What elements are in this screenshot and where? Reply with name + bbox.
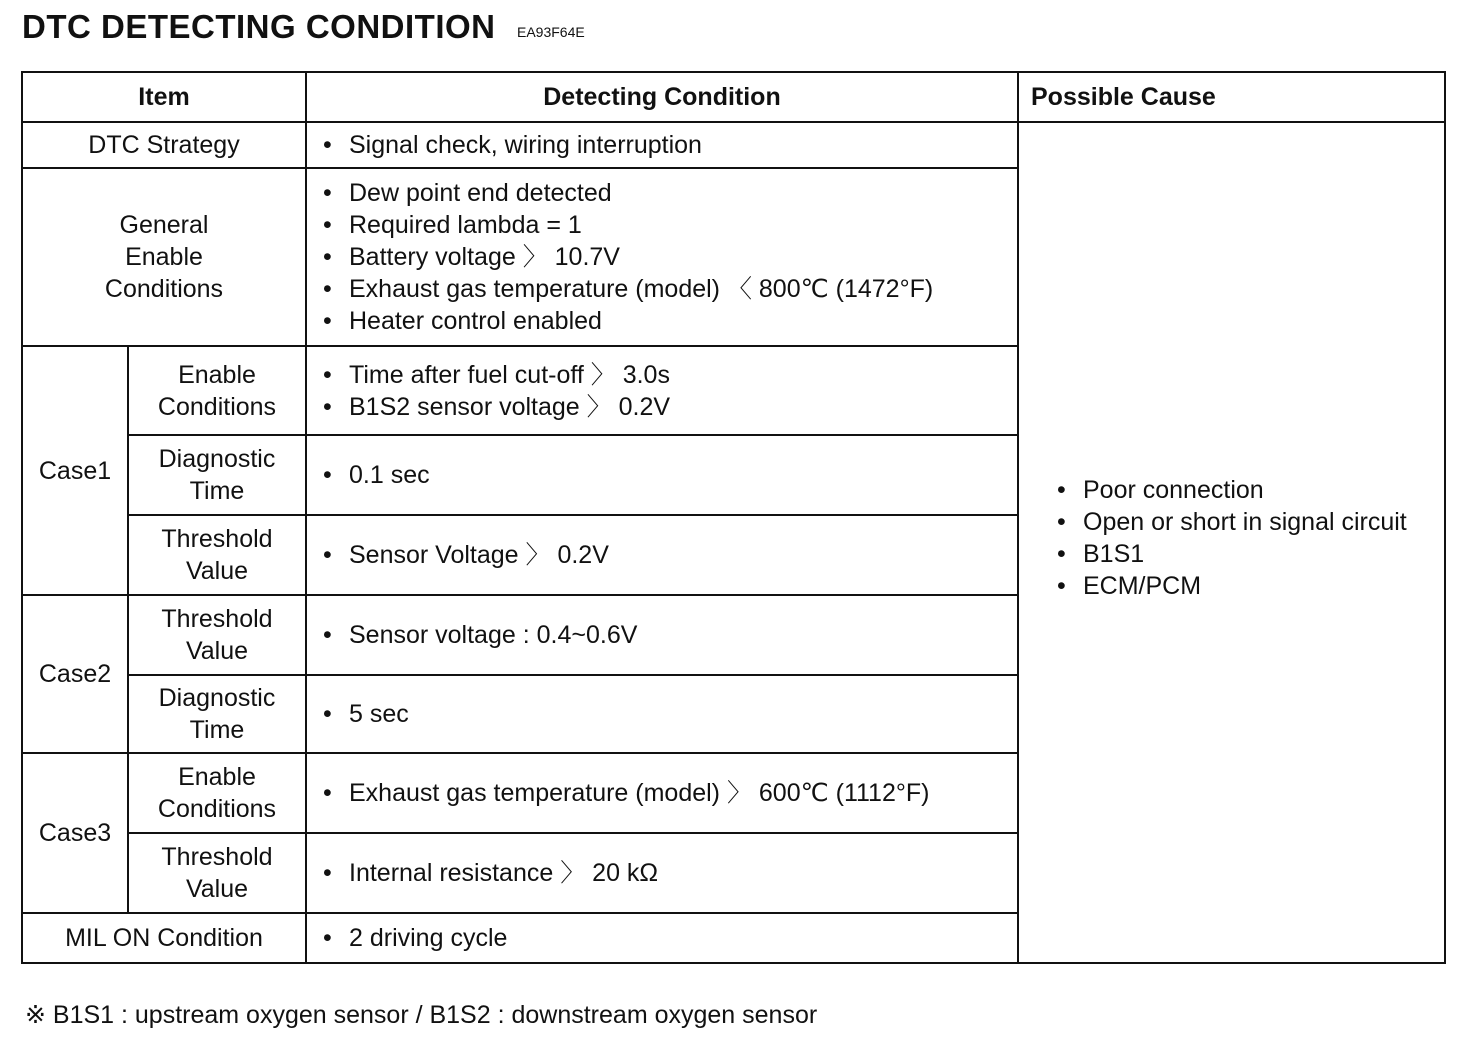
label-line: Threshold xyxy=(161,843,273,871)
label-line: Conditions xyxy=(157,795,277,823)
condition-item: • Internal resistance 〉 20 kΩ xyxy=(349,857,1017,889)
condition-cell xyxy=(306,346,1018,435)
condition-item: • 2 driving cycle xyxy=(349,922,1017,954)
condition-item: • Dew point end detected xyxy=(349,177,1017,209)
condition-cell xyxy=(306,753,1018,833)
label-line: Enable xyxy=(178,360,256,389)
label-line: Diagnostic xyxy=(158,684,276,712)
page-title: DTC DETECTING CONDITION xyxy=(22,8,496,45)
condition-cell xyxy=(306,675,1018,753)
label-line: Value xyxy=(185,557,249,585)
footnote: ※ B1S1 : upstream oxygen sensor / B1S2 : downstream oxygen sensor xyxy=(25,1001,818,1029)
cause-item: • B1S1 xyxy=(1083,538,1444,570)
label-line: Threshold xyxy=(161,525,273,553)
table-row-strategy xyxy=(22,122,1445,168)
col-condition-header: Detecting Condition xyxy=(306,72,1018,122)
case-label: Case1 xyxy=(22,346,128,595)
sub-item-label xyxy=(128,675,306,753)
sub-item-label xyxy=(128,515,306,595)
case-label: Case2 xyxy=(22,595,128,753)
condition-item: • Signal check, wiring interruption xyxy=(349,129,1017,161)
header-row xyxy=(22,72,1445,122)
possible-cause-cell xyxy=(1018,122,1445,963)
condition-item: • Exhaust gas temperature (model) 〈 800℃ (1472°F) xyxy=(349,273,1017,305)
condition-cell xyxy=(306,833,1018,913)
sub-item-label xyxy=(128,435,306,515)
condition-item: • Exhaust gas temperature (model) 〉 600℃ (1112°F) xyxy=(349,777,1017,809)
document-code: EA93F64E xyxy=(517,24,585,40)
label-line: Value xyxy=(185,637,249,665)
item-label: DTC Strategy xyxy=(22,122,306,168)
condition-cell xyxy=(306,122,1018,168)
label-line: Value xyxy=(185,875,249,903)
condition-item: • B1S2 sensor voltage 〉 0.2V xyxy=(349,391,1017,423)
label-line: Diagnostic xyxy=(158,445,276,473)
item-label: MIL ON Condition xyxy=(22,913,306,963)
condition-item: • Sensor Voltage 〉 0.2V xyxy=(349,539,1017,571)
sub-item-label xyxy=(128,833,306,913)
cause-item: • ECM/PCM xyxy=(1083,570,1444,602)
condition-item: • 5 sec xyxy=(349,698,1017,730)
label-line: Conditions xyxy=(157,392,277,421)
col-item-header: Item xyxy=(22,72,306,122)
label-line: General xyxy=(119,211,209,239)
label-line: Conditions xyxy=(104,275,224,303)
condition-cell xyxy=(306,913,1018,963)
cause-item: • Poor connection xyxy=(1083,474,1444,506)
condition-cell xyxy=(306,515,1018,595)
cause-item: • Open or short in signal circuit xyxy=(1083,506,1444,538)
label-line: Time xyxy=(189,716,245,744)
condition-item: • Battery voltage 〉 10.7V xyxy=(349,241,1017,273)
case-label: Case3 xyxy=(22,753,128,913)
col-cause-header: Possible Cause xyxy=(1018,72,1445,122)
condition-item: • 0.1 sec xyxy=(349,459,1017,491)
label-line: Enable xyxy=(125,243,203,271)
label-line: Enable xyxy=(178,763,256,791)
sub-item-label xyxy=(128,346,306,435)
condition-cell xyxy=(306,435,1018,515)
sub-item-label xyxy=(128,595,306,675)
label-line: Time xyxy=(189,477,245,505)
dtc-condition-table xyxy=(21,71,1446,964)
label-line: Threshold xyxy=(161,605,273,633)
condition-item: • Required lambda = 1 xyxy=(349,209,1017,241)
condition-cell xyxy=(306,168,1018,346)
condition-item: • Heater control enabled xyxy=(349,305,1017,337)
condition-item: • Sensor voltage : 0.4~0.6V xyxy=(349,619,1017,651)
item-label xyxy=(22,168,306,346)
condition-item: • Time after fuel cut-off 〉 3.0s xyxy=(349,359,1017,391)
condition-cell xyxy=(306,595,1018,675)
sub-item-label xyxy=(128,753,306,833)
